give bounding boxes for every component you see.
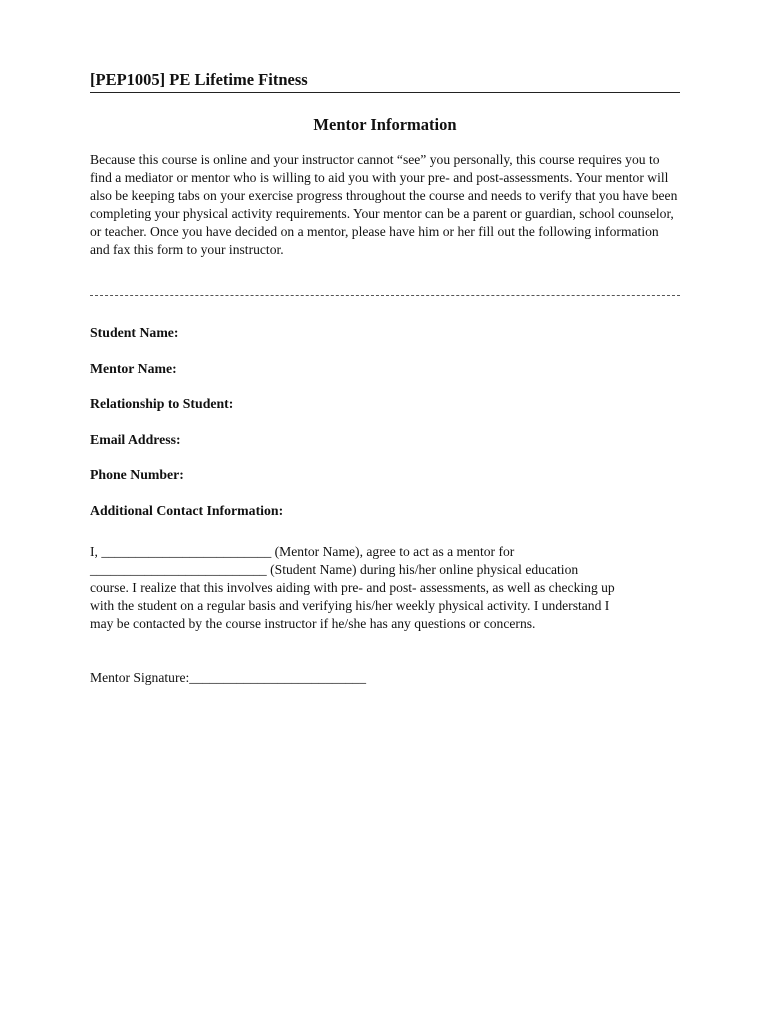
mentor-signature-line: Mentor Signature:__________________________ (90, 669, 367, 685)
page-title: Mentor Information (313, 115, 457, 134)
mentor-form-fields (90, 324, 680, 520)
field-email-address: Email Address: (90, 431, 181, 447)
field-additional-contact: Additional Contact Information: (90, 502, 284, 518)
intro-paragraph: Because this course is online and your instructor cannot “see” you personally, this course requires you to find a mediator or mentor who is willing to aid you with your pre- and post-assessments. Your mentor will also be keeping tabs on your exercise progress throughout the course and needs to verify that you have been completing your physical activity requirements. Your mentor can be a parent or guardian, school counselor, or teacher. Once you have decided on a mentor, please have him or her fill out the following information and fax this form to your instructor. (90, 152, 678, 257)
agreement-line: with the student on a regular basis and verifying his/her weekly physical activity. I understand I (90, 597, 610, 613)
dashed-divider (90, 295, 680, 296)
agreement-paragraph (90, 543, 680, 633)
course-header: [PEP1005] PE Lifetime Fitness (90, 70, 680, 93)
document-page (90, 70, 680, 687)
agreement-line: course. I realize that this involves aiding with pre- and post- assessments, as well as checking up (90, 579, 615, 595)
field-student-name: Student Name: (90, 325, 179, 340)
field-relationship: Relationship to Student: (90, 396, 234, 412)
field-mentor-name: Mentor Name: (90, 360, 177, 376)
agreement-line: may be contacted by the course instructor if he/she has any questions or concerns. (90, 615, 536, 631)
agreement-line: I, _________________________ (Mentor Name), agree to act as a mentor for (90, 543, 515, 559)
field-phone-number: Phone Number: (90, 467, 184, 483)
agreement-line: __________________________ (Student Name) during his/her online physical education (90, 561, 579, 577)
